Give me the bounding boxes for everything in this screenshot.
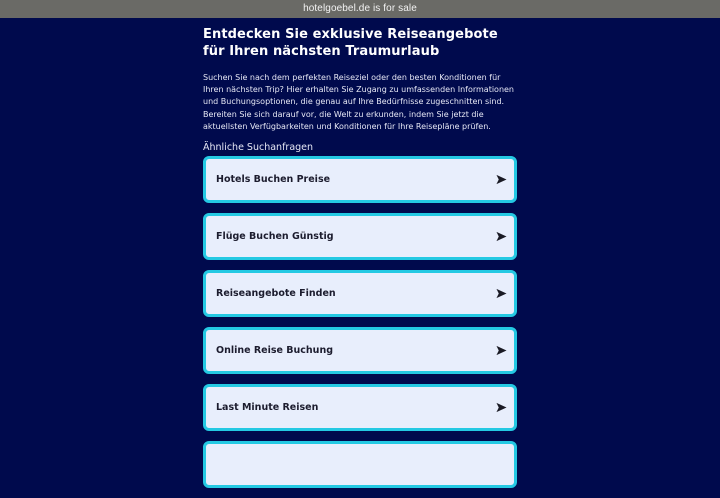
- arrow-right-icon: [496, 345, 507, 356]
- related-search-link[interactable]: [203, 384, 517, 431]
- related-search-label[interactable]: Online Reise Buchung: [216, 345, 334, 357]
- related-search-label[interactable]: Reiseangebote Finden: [216, 288, 336, 300]
- arrow-right-icon: [496, 288, 507, 299]
- for-sale-banner-text[interactable]: hotelgoebel.de is for sale: [303, 3, 417, 14]
- page-headline: Entdecken Sie exklusive Reiseangebote für Ihren nächsten Traumurlaub: [203, 27, 498, 59]
- related-search-label[interactable]: Last Minute Reisen: [216, 402, 319, 414]
- arrow-right-icon: [496, 231, 507, 242]
- related-search-label[interactable]: Flüge Buchen Günstig: [216, 231, 334, 243]
- related-search-link[interactable]: [203, 156, 517, 203]
- related-searches-list: [203, 156, 517, 488]
- related-search-link[interactable]: [203, 213, 517, 260]
- related-search-link[interactable]: [203, 327, 517, 374]
- arrow-right-icon: [496, 174, 507, 185]
- related-search-link[interactable]: [203, 270, 517, 317]
- related-search-link[interactable]: [203, 441, 517, 488]
- related-searches-label: Ähnliche Suchanfragen: [203, 142, 314, 154]
- for-sale-banner[interactable]: [0, 0, 720, 18]
- intro-paragraph: Suchen Sie nach dem perfekten Reiseziel oder den besten Konditionen für Ihren nächsten Trip? Hier erhalten Sie Zugang zu umfassenden Informationen und Buchungsoptionen, die genau auf Ihre Bedürfnisse zugeschnitten sind. Bereiten Sie sich darauf vor, die Welt zu erkunden, indem Sie jetzt die aktuellsten Verfügbarkeiten und Konditionen für Ihre Reisepläne prüfen.: [203, 73, 515, 131]
- related-search-label[interactable]: Hotels Buchen Preise: [216, 174, 331, 186]
- arrow-right-icon: [496, 402, 507, 413]
- main-content: [203, 18, 517, 498]
